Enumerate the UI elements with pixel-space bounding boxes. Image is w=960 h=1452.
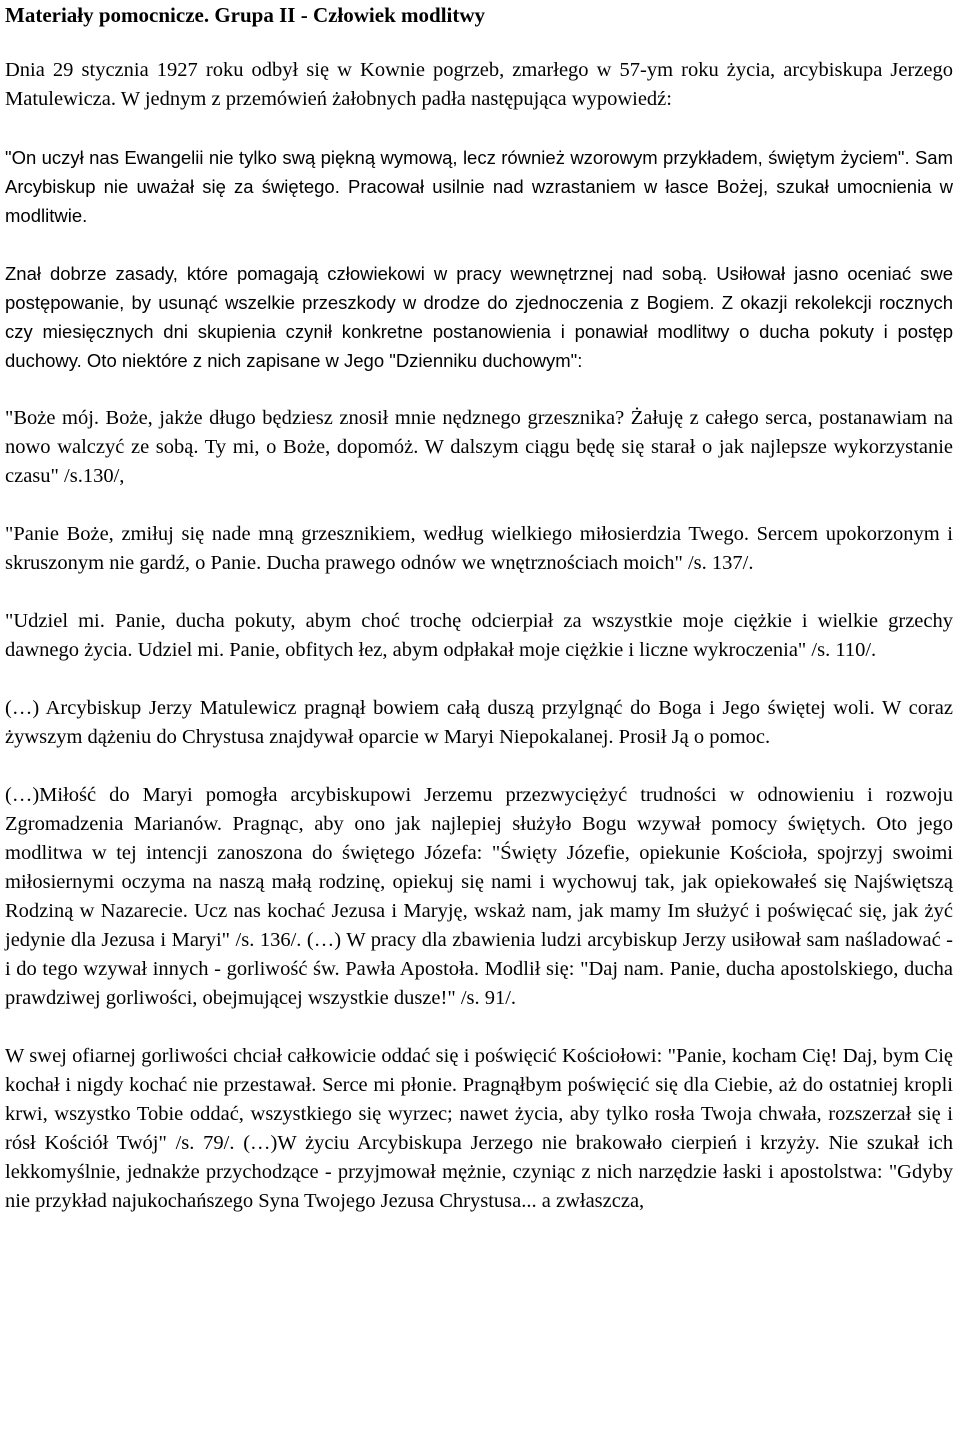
document-header: Materiały pomocnicze. Grupa II - Człowiek modlitwy	[5, 3, 486, 27]
document-page	[5, 0, 953, 1216]
paragraph-mary	[5, 694, 953, 752]
paragraph-inner-work-part-2: Z okazji rekolekcji rocznych czy miesięcznych dni skupienia czynił konkretne postanowienia i ponawiał modlitwy o ducha pokuty i postęp duchowy. Oto niektóre z nich zapisane w Jego "Dzienniku duchowym":	[5, 292, 953, 371]
paragraph-funeral	[5, 56, 953, 114]
paragraph-love-of-mary-text: (…)Miłość do Maryi pomogła arcybiskupowi Jerzemu przezwyciężyć trudności w odnowieniu i rozwoju Zgromadzenia Marianów. Pragnąc, aby ono jak najlepiej służyło Bogu wzywał pomocy świętych. Oto jego modlitwa w tej intencji zanoszona do świętego Józefa: "Święty Józefie, opiekunie Kościoła, spojrzyj swoimi miłosiernymi oczyma na naszą małą rodzinę, opiekuj się nami i wychowuj tak, jak opiekowałeś się Najświętszą Rodziną w Nazarecie. Ucz nas kochać Jezusa i Maryję, wskaż nam, jak mamy Im służyć i poświęcać się, jak żyć jedynie dla Jezusa i Maryi" /s. 136/. (…) W pracy dla zbawienia ludzi arcybiskup Jerzy usiłował sam naśladować - i do tego wzywał innych - gorliwość św. Pawła Apostoła. Modlił się: "Daj nam. Panie, ducha apostolskiego, ducha prawdziwej gorliwości, obejmującej wszystkie dusze!" /s. 91/.	[5, 784, 953, 1009]
paragraph-funeral-part-2: W jednym z przemówień żałobnych padła następująca wypowiedź:	[120, 88, 672, 110]
paragraph-prayer-udziel	[5, 607, 953, 665]
paragraph-funeral-part-1: Dnia 29 stycznia 1927 roku odbył się w Kownie pogrzeb, zmarłego w 57-ym roku życia, arcybiskupa Jerzego Matulewicza.	[5, 59, 953, 110]
paragraph-love-of-mary	[5, 781, 953, 1013]
paragraph-prayer-zmiluj-text: "Panie Boże, zmiłuj się nade mną grzesznikiem, według wielkiego miłosierdzia Twego. Sercem upokorzonym i skruszonym nie gardź, o Panie. Ducha prawego odnów we wnętrznościach moich" /s. 137/.	[5, 523, 953, 574]
paragraph-quote-gospel-text: "On uczył nas Ewangelii nie tylko swą piękną wymową, lecz również wzorowym przykładem, świętym życiem". Sam Arcybiskup nie uważał się za świętego. Pracował usilnie nad wzrastaniem w łasce Bożej, szukał umocnienia w modlitwie.	[5, 147, 953, 226]
paragraph-prayer-boze-moj	[5, 404, 953, 491]
paragraph-zeal	[5, 1042, 953, 1216]
paragraph-mary-text: (…) Arcybiskup Jerzy Matulewicz pragnął bowiem całą duszą przylgnąć do Boga i Jego świętej woli. W coraz żywszym dążeniu do Chrystusa znajdywał oparcie w Maryi Niepokalanej. Prosił Ją o pomoc.	[5, 697, 953, 748]
paragraph-prayer-zmiluj	[5, 520, 953, 578]
paragraph-prayer-boze-moj-text: "Boże mój. Boże, jakże długo będziesz znosił mnie nędznego grzesznika? Żałuję z całego serca, postanawiam na nowo walczyć ze sobą. Ty mi, o Boże, dopomóż. W dalszym ciągu będę się starał o jak najlepsze wykorzystanie czasu" /s.130/,	[5, 407, 953, 487]
paragraph-inner-work-part-1: Znał dobrze zasady, które pomagają człowiekowi w pracy wewnętrznej nad sobą. Usiłował jasno oceniać swe postępowanie, by usunąć wszelkie przeszkody w drodze do zjednoczenia z Bogiem.	[5, 263, 953, 313]
paragraph-prayer-udziel-text: "Udziel mi. Panie, ducha pokuty, abym choć trochę odcierpiał za wszystkie moje ciężkie i wielkie grzechy dawnego życia. Udziel mi. Panie, obfitych łez, abym odpłakał moje ciężkie i liczne wykroczenia" /s. 110/.	[5, 610, 953, 661]
paragraph-zeal-text: W swej ofiarnej gorliwości chciał całkowicie oddać się i poświęcić Kościołowi: "Panie, kocham Cię! Daj, bym Cię kochał i nigdy kochać nie przestawał. Serce mi płonie. Pragnąłbym poświęcić się dla Ciebie, aż do ostatniej kropli krwi, wszystko Tobie oddać, wszystkiego się wyrzec; nawet życia, aby tylko rosła Twoja chwała, rozszerzał się i rósł Kościół Twój" /s. 79/. (…)W życiu Arcybiskupa Jerzego nie brakowało cierpień i krzyży. Nie szukał ich lekkomyślnie, jednakże przychodzące - przyjmował mężnie, czyniąc z nich narzędzie łaski i apostolstwa: "Gdyby nie przykład najukochańszego Syna Twojego Jezusa Chrystusa... a zwłaszcza,	[5, 1045, 953, 1212]
paragraph-inner-work	[5, 259, 953, 375]
paragraph-quote-gospel	[5, 143, 953, 230]
